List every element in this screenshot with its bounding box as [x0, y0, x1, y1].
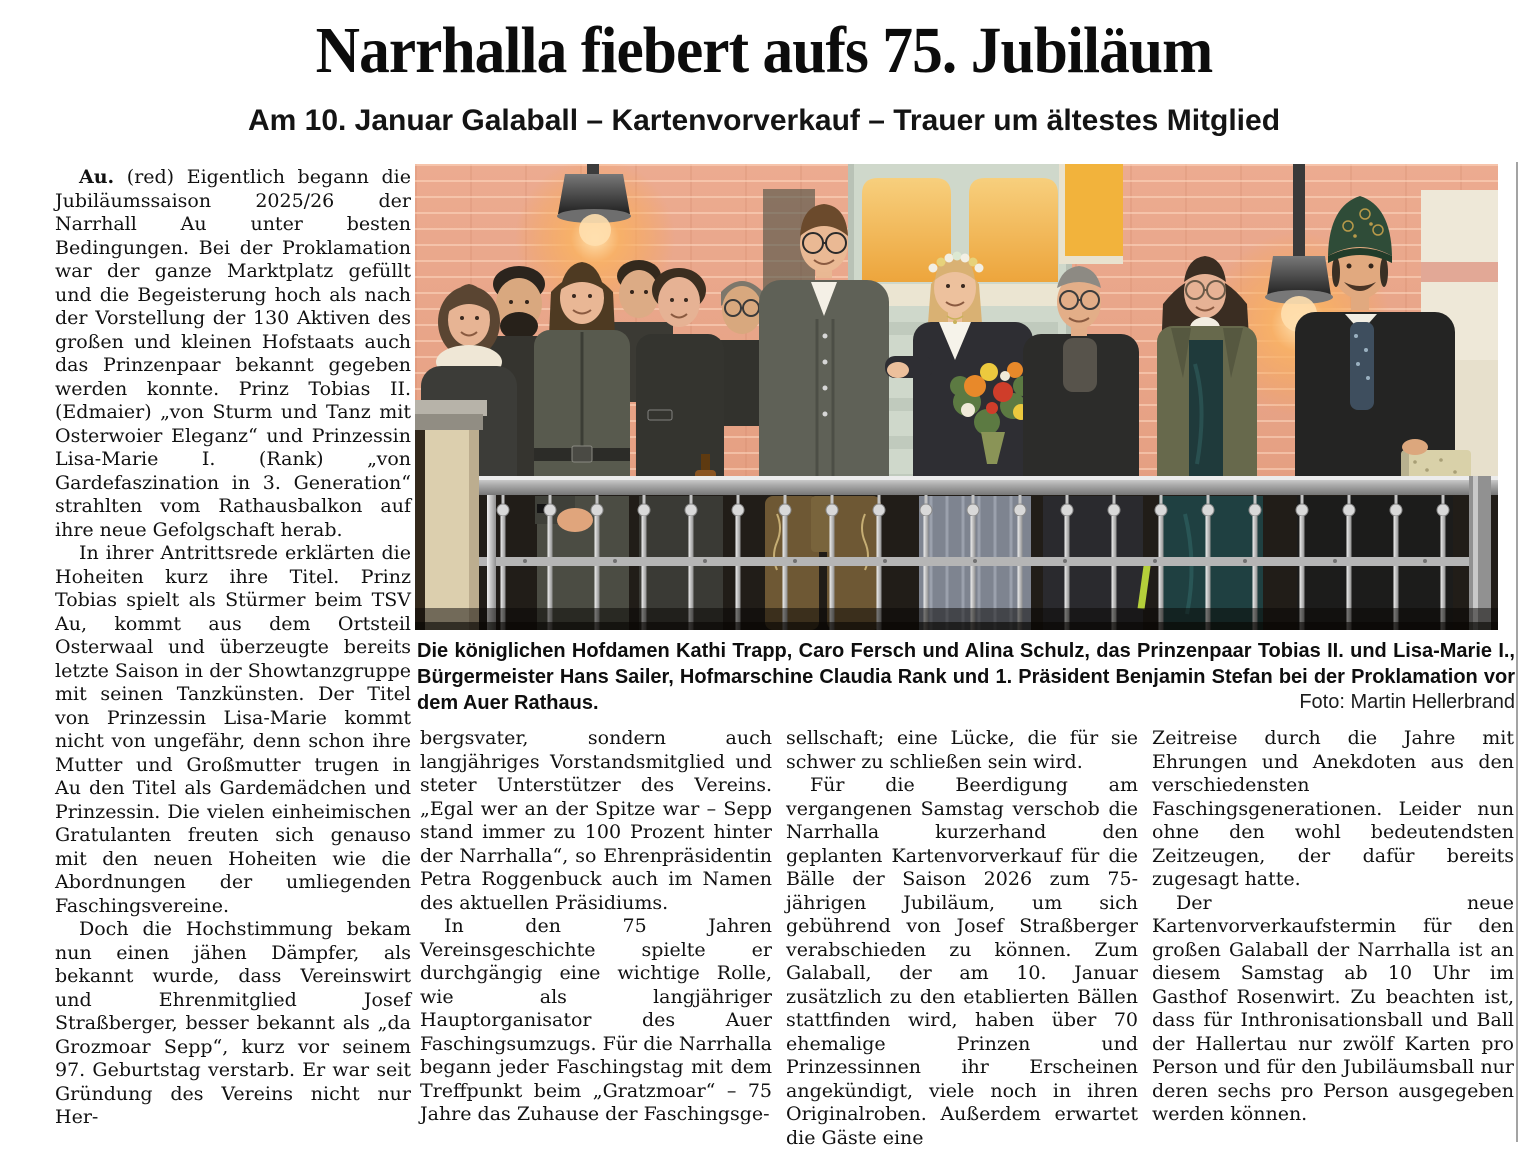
paragraph: Für die Beerdigung am vergangenen Samstag verschob die Narrhalla kurzerhand den geplanten Kartenvorverkauf für die Bälle der Saison 2026 zum 75-jährigen Jubiläum, um sich gebührend von Josef Straßberger verabschieden zu können. Zum Galaball, der am 10. Januar zusätzlich zu den etablierten Bällen stattfinden wird, haben über 70 ehemalige Prinzen und Prinzessinnen ihr Erscheinen angekündigt, viele noch in ihren Originalroben. Außerdem erwartet die Gäste eine — [786, 774, 1138, 1149]
text-column-4 — [1152, 727, 1514, 1142]
photo-credit: Foto: Martin Hellerbrand — [1299, 691, 1515, 713]
paragraph: Doch die Hochstimmung bekam nun einen jähen Dämpfer, als bekannt wurde, dass Vereinswirt und Ehrenmitglied Josef Straßberger, besser bekannt als „da Grozmoar Sepp“, kurz vor seinem 97. Geburtstag verstarb. Er war seit Gründung des Vereins nicht nur Her- — [55, 918, 411, 1128]
paragraph: bergsvater, sondern auch langjähriges Vorstandsmitglied und steter Unterstützer des Vereins. „Egal wer an der Spitze war – Sepp stand immer zu 100 Prozent hinter der Narrhalla“, so Ehrenpräsidentin Petra Roggenbuck auch im Namen des aktuellen Präsidiums. — [420, 727, 772, 914]
paragraph: Zeitreise durch die Jahre mit Ehrungen und Anekdoten aus den verschiedensten Faschingsgenerationen. Leider nun ohne den wohl bedeutendsten Zeitzeugen, der dafür bereits zugesagt hatte. — [1152, 727, 1514, 890]
article-subtitle: Am 10. Januar Galaball – Kartenvorverkauf – Trauer um ältestes Mitglied — [247, 104, 1281, 137]
column-rule-right — [1516, 162, 1518, 1142]
paragraph: In den 75 Jahren Vereinsgeschichte spielte er durchgängig eine wichtige Rolle, wie als langjähriger Hauptorganisator des Auer Faschingsumzugs. Für die Narrhalla begann jeder Faschingstag mit dem Treffpunkt beim „Gratzmoar“ – 75 Jahre das Zuhause der Faschingsge- — [420, 915, 772, 1125]
jester-cap — [1328, 196, 1392, 263]
article-title: Narrhalla fiebert aufs 75. Jubiläum — [315, 14, 1213, 87]
paragraph: sellschaft; eine Lücke, die für sie schwer zu schließen sein wird. — [786, 727, 1138, 773]
text-column-2 — [420, 727, 772, 1142]
paragraph: In ihrer Antrittsrede erklärten die Hoheiten kurz ihre Titel. Prinz Tobias spielt als Stürmer beim TSV Au, kommt aus dem Ortsteil Osterwaal und überzeugte bereits letzte Saison in der Showtanzgruppe mit seinen Tanzkünsten. Der Titel von Prinzessin Lisa-Marie kommt nicht von ungefähr, denn schon ihre Mutter und Großmutter trugen in Au den Titel als Gardemädchen und Prinzessin. Die vielen einheimischen Gratulanten freuten sich genauso mit den neuen Hoheiten wie die Abordnungen der umliegenden Faschingsvereine. — [55, 542, 411, 917]
dateline: Au. — [79, 166, 115, 188]
caption-text: Die königlichen Hofdamen Kathi Trapp, Caro Fersch und Alina Schulz, das Prinzenpaar Tobias II. und Lisa-Marie I., Bürgermeister Hans Sailer, Hofmarschine Claudia Rank und 1. Präsident Benjamin Stefan bei der Proklamation vor dem Auer Rathaus. — [417, 640, 1515, 714]
window-right-lit — [1059, 164, 1123, 264]
stone-pillar — [415, 400, 487, 630]
paragraph-text: (red) Eigentlich begann die Jubiläumssaison 2025/26 der Narrhall Au unter besten Bedingungen. Bei der Proklamation war der ganze Marktplatz gefüllt und die Begeisterung hoch als nach der Vorstellung der 130 Aktiven des großen und kleinen Hofstaats auch das Prinzenpaar bekannt gegeben werden konnte. Prinz Tobias II. (Edmaier) „von Sturm und Tanz mit Osterwoier Eleganz“ und Prinzessin Lisa-Marie I. (Rank) „von Gardefaszination in 3. Generation“ strahlten vom Rathausbalkon auf ihre neue Gefolgschaft herab. — [55, 166, 412, 541]
text-column-1 — [55, 166, 411, 1138]
paragraph: Der neue Kartenvorverkaufstermin für den großen Galaball der Narrhalla ist an diesem Samstag ab 10 Uhr im Gasthof Rosenwirt. Zu beachten ist, dass für Inthronisationsball und Ball der Hallertau nur zwölf Karten pro Person und für den Jubiläumsball nur deren sechs pro Person ausgegeben werden können. — [1152, 891, 1514, 1125]
paragraph — [55, 166, 411, 542]
balcony-scene — [415, 164, 1498, 630]
article-photo — [415, 164, 1498, 630]
text-column-3 — [786, 727, 1138, 1149]
photo-caption — [417, 638, 1515, 716]
